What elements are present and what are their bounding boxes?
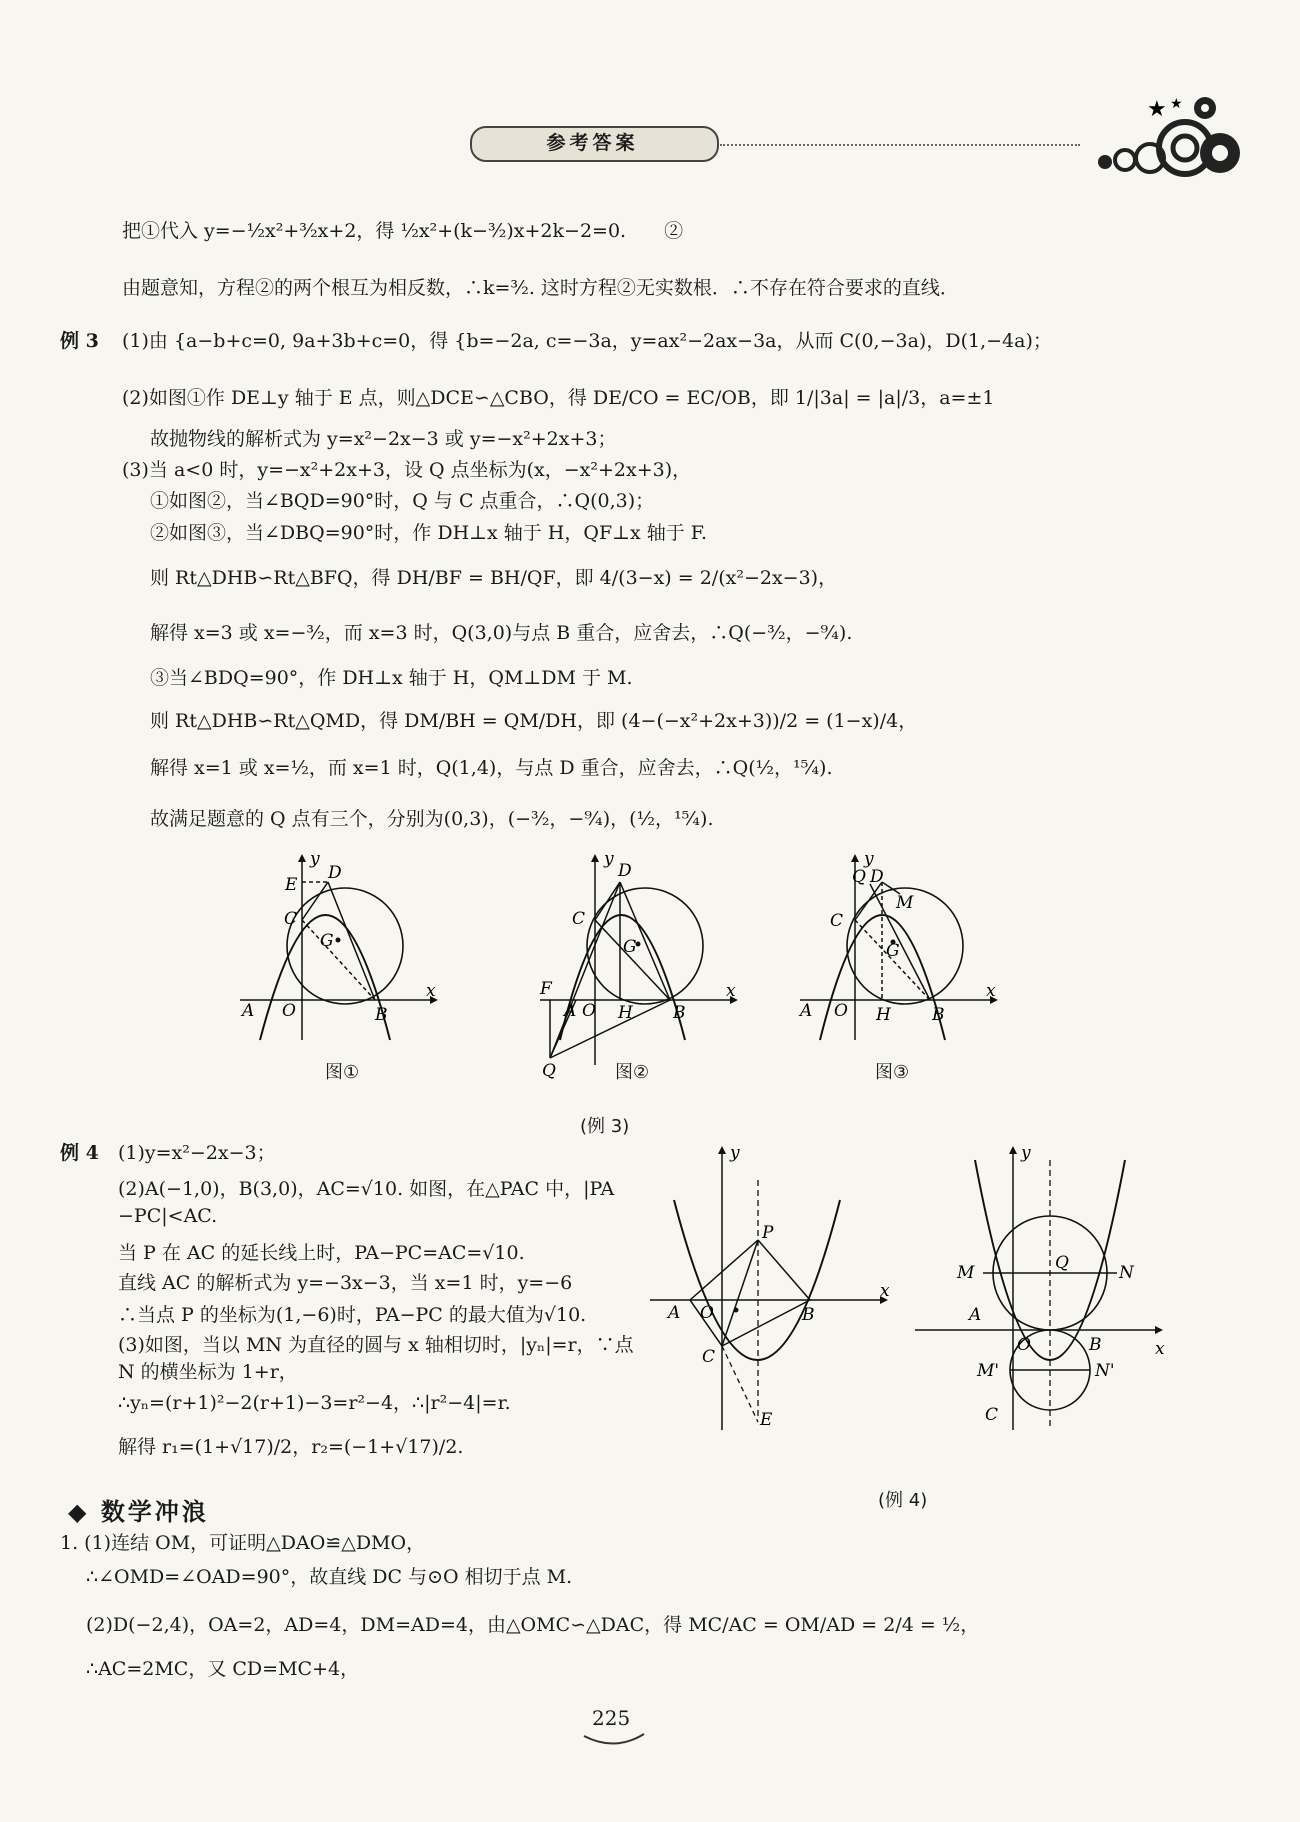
- label-B: B: [932, 1005, 945, 1025]
- svg-text:★: ★: [1147, 97, 1167, 122]
- section-heading: ◆ 数学冲浪: [68, 1498, 209, 1526]
- label-B: B: [673, 1003, 686, 1023]
- label-E: E: [760, 1410, 773, 1430]
- figure-caption: 图③: [875, 1062, 910, 1083]
- text-line: 则 Rt△DHB∽Rt△BFQ，得 DH/BF = BH/QF，即 4/(3−x) = 2/(x²−2x−3)，: [150, 567, 838, 589]
- label-C: C: [830, 911, 844, 931]
- header-title: 参考答案: [546, 132, 639, 154]
- label-A: A: [564, 1001, 577, 1021]
- figure-caption-ex3: (例 3): [580, 1116, 630, 1137]
- label-B: B: [375, 1005, 388, 1025]
- figure-ex4-2: [905, 1140, 1175, 1440]
- label-O: O: [700, 1303, 714, 1323]
- text-line: 故抛物线的解析式为 y=x²−2x−3 或 y=−x²+2x+3；: [150, 428, 617, 450]
- label-A: A: [969, 1305, 982, 1325]
- label-G: G: [623, 937, 637, 957]
- label-M: M: [957, 1263, 975, 1283]
- text-line: (1)y=x²−2x−3；: [118, 1142, 276, 1164]
- label-x: x: [986, 981, 996, 1001]
- text-line: 故满足题意的 Q 点有三个，分别为(0,3)，(−³⁄₂，−⁹⁄₄)，(½，¹⁵⁄₄).: [150, 808, 714, 830]
- label-Q: Q: [1055, 1253, 1069, 1273]
- label-N-prime: N': [1095, 1361, 1115, 1381]
- text-line: −PC|<AC.: [118, 1205, 218, 1227]
- label-H: H: [876, 1005, 891, 1025]
- label-O: O: [834, 1001, 848, 1021]
- label-x: x: [1155, 1339, 1165, 1359]
- text-line: ③当∠BDQ=90°，作 DH⊥x 轴于 H，QM⊥DM 于 M.: [150, 667, 633, 689]
- label-G: G: [886, 941, 900, 961]
- label-N: N: [1119, 1263, 1134, 1283]
- label-x: x: [726, 981, 736, 1001]
- text-line: ∴yₙ=(r+1)²−2(r+1)−3=r²−4，∴|r²−4|=r.: [118, 1392, 511, 1414]
- label-y: y: [1021, 1143, 1031, 1163]
- label-H: H: [618, 1003, 633, 1023]
- text-line: N 的横坐标为 1+r，: [118, 1361, 298, 1383]
- text-line: 把①代入 y=−½x²+³⁄₂x+2，得 ½x²+(k−³⁄₂)x+2k−2=0. ②: [122, 220, 684, 242]
- label-Q: Q: [542, 1061, 556, 1080]
- text-line: (1)由 {a−b+c=0, 9a+3b+c=0，得 {b=−2a, c=−3a，y=ax²−2ax−3a，从而 C(0,−3a)，D(1,−4a)；: [122, 330, 1052, 352]
- text-line: (2)A(−1,0)，B(3,0)，AC=√10. 如图，在△PAC 中，|PA: [118, 1178, 615, 1200]
- label-P: P: [762, 1223, 774, 1243]
- text-line: ∴AC=2MC，又 CD=MC+4，: [86, 1658, 360, 1680]
- header-dotted-rule: [720, 144, 1080, 146]
- text-line: 当 P 在 AC 的延长线上时，PA−PC=AC=√10.: [118, 1242, 525, 1264]
- label-B: B: [802, 1305, 815, 1325]
- label-A: A: [242, 1001, 255, 1021]
- label-x: x: [880, 1281, 890, 1301]
- text-line: (2)D(−2,4)，OA=2，AD=4，DM=AD=4，由△OMC∽△DAC，得 MC/AC = OM/AD = 2/4 = ½，: [86, 1614, 980, 1636]
- figure-ex4-1: [640, 1140, 900, 1440]
- label-Q: Q: [852, 867, 866, 887]
- svg-text:★: ★: [1170, 96, 1183, 112]
- text-line: ∴当点 P 的坐标为(1,−6)时，PA−PC 的最大值为√10.: [118, 1304, 587, 1326]
- text-line: 由题意知，方程②的两个根互为相反数，∴k=³⁄₂. 这时方程②无实数根．∴不存在符合要求的直线．: [122, 277, 959, 299]
- label-D: D: [328, 863, 342, 883]
- label-G: G: [320, 931, 334, 951]
- label-y: y: [864, 850, 874, 869]
- text-line: 直线 AC 的解析式为 y=−3x−3，当 x=1 时，y=−6: [118, 1272, 573, 1294]
- label-A: A: [668, 1303, 681, 1323]
- figure-caption: 图②: [615, 1062, 650, 1083]
- label-O: O: [1017, 1335, 1031, 1355]
- label-C: C: [702, 1347, 716, 1367]
- page-number: 225: [592, 1706, 631, 1730]
- label-B: B: [1089, 1335, 1102, 1355]
- text-line: ②如图③，当∠DBQ=90°时，作 DH⊥x 轴于 H，QF⊥x 轴于 F.: [150, 522, 708, 544]
- text-line: 则 Rt△DHB∽Rt△QMD，得 DM/BH = QM/DH，即 (4−(−x²+2x+3))/2 = (1−x)/4，: [150, 710, 918, 732]
- label-D: D: [618, 861, 632, 881]
- figure-caption-ex4: (例 4): [878, 1490, 928, 1511]
- label-C: C: [572, 909, 586, 929]
- text-line: 解得 x=1 或 x=½，而 x=1 时，Q(1,4)，与点 D 重合，应舍去，∴Q(½，¹⁵⁄₄).: [150, 757, 833, 779]
- figure-ex3-2: [520, 850, 750, 1080]
- label-C: C: [985, 1405, 999, 1425]
- figure-caption: 图①: [325, 1062, 360, 1083]
- label-y: y: [310, 850, 320, 869]
- text-line: (2)如图①作 DE⊥y 轴于 E 点，则△DCE∽△CBO，得 DE/CO = EC/OB，即 1/|3a| = |a|/3，a=±1: [122, 387, 995, 409]
- label-x: x: [426, 981, 436, 1001]
- label-A: A: [800, 1001, 813, 1021]
- label-C: C: [284, 909, 298, 929]
- label-y: y: [604, 850, 614, 869]
- label-M: M: [896, 893, 914, 913]
- label-E: E: [285, 875, 298, 895]
- text-line: 解得 r₁=(1+√17)/2，r₂=(−1+√17)/2.: [118, 1436, 464, 1458]
- example-label: 例 3: [60, 330, 99, 352]
- page-swirl-icon: [580, 1730, 650, 1750]
- label-O: O: [282, 1001, 296, 1021]
- example-label: 例 4: [60, 1142, 99, 1164]
- label-y: y: [730, 1143, 740, 1163]
- figure-ex3-1: [230, 850, 450, 1050]
- label-O: O: [582, 1001, 596, 1021]
- text-line: (3)当 a<0 时，y=−x²+2x+3，设 Q 点坐标为(x，−x²+2x+3)，: [122, 459, 692, 481]
- header-decoration-icon: [1085, 78, 1265, 188]
- figure-ex3-3: [790, 850, 1010, 1050]
- text-line: 1. (1)连结 OM，可证明△DAO≌△DMO，: [60, 1532, 426, 1554]
- text-line: ∴∠OMD=∠OAD=90°，故直线 DC 与⊙O 相切于点 M.: [86, 1566, 573, 1588]
- text-line: (3)如图，当以 MN 为直径的圆与 x 轴相切时，|yₙ|=r，∵点: [118, 1334, 634, 1356]
- label-D: D: [870, 867, 884, 887]
- text-line: 解得 x=3 或 x=−³⁄₂，而 x=3 时，Q(3,0)与点 B 重合，应舍去，∴Q(−³⁄₂，−⁹⁄₄).: [150, 622, 853, 644]
- text-line: ①如图②，当∠BQD=90°时，Q 与 C 点重合，∴Q(0,3)；: [150, 490, 655, 512]
- label-F: F: [540, 979, 552, 999]
- label-M-prime: M': [977, 1361, 1000, 1381]
